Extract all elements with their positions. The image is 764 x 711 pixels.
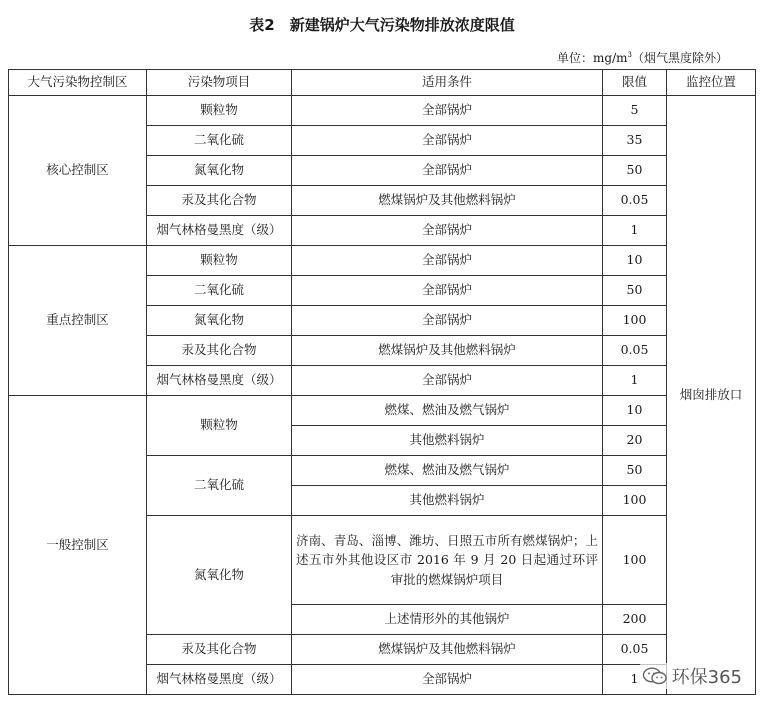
condition-cell: 燃煤、燃油及燃气锅炉	[292, 396, 603, 426]
header-monitor: 监控位置	[667, 70, 756, 96]
condition-cell: 燃煤锅炉及其他燃料锅炉	[292, 186, 603, 216]
limit-cell: 200	[603, 605, 667, 635]
pollutant-cell: 氮氧化物	[147, 156, 292, 186]
pollutant-cell: 二氧化硫	[147, 456, 292, 516]
table-title: 表2 新建锅炉大气污染物排放浓度限值	[249, 16, 515, 34]
limit-cell: 20	[603, 426, 667, 456]
header-condition: 适用条件	[292, 70, 603, 96]
condition-cell: 全部锅炉	[292, 96, 603, 126]
pollutant-cell: 汞及其化合物	[147, 635, 292, 665]
header-pollutant: 污染物项目	[147, 70, 292, 96]
limit-cell: 35	[603, 126, 667, 156]
zone-key: 重点控制区	[9, 246, 147, 396]
limit-cell: 1	[603, 216, 667, 246]
zone-general: 一般控制区	[9, 396, 147, 695]
pollutant-cell: 氮氧化物	[147, 516, 292, 635]
limit-cell: 50	[603, 156, 667, 186]
condition-cell: 其他燃料锅炉	[292, 426, 603, 456]
header-zone: 大气污染物控制区	[9, 70, 147, 96]
table-row	[9, 96, 756, 126]
emission-limit-table	[8, 69, 756, 695]
condition-cell: 上述情形外的其他锅炉	[292, 605, 603, 635]
header-row	[9, 70, 756, 96]
unit-suffix: （烟气黑度除外）	[631, 51, 728, 65]
pollutant-cell: 汞及其化合物	[147, 336, 292, 366]
watermark	[640, 663, 744, 689]
pollutant-cell: 氮氧化物	[147, 306, 292, 336]
pollutant-cell: 二氧化硫	[147, 126, 292, 156]
pollutant-cell: 汞及其化合物	[147, 186, 292, 216]
pollutant-cell: 二氧化硫	[147, 276, 292, 306]
limit-cell: 50	[603, 456, 667, 486]
unit-note	[557, 49, 728, 66]
limit-cell: 100	[603, 306, 667, 336]
condition-cell: 全部锅炉	[292, 216, 603, 246]
monitor-location: 烟囱排放口	[667, 96, 756, 695]
condition-cell: 燃煤锅炉及其他燃料锅炉	[292, 336, 603, 366]
zone-core: 核心控制区	[9, 96, 147, 246]
limit-cell: 50	[603, 276, 667, 306]
limit-cell: 100	[603, 516, 667, 605]
condition-cell: 全部锅炉	[292, 156, 603, 186]
pollutant-cell: 颗粒物	[147, 396, 292, 456]
header-limit: 限值	[603, 70, 667, 96]
limit-cell: 0.05	[603, 336, 667, 366]
limit-cell: 0.05	[603, 186, 667, 216]
condition-cell: 其他燃料锅炉	[292, 486, 603, 516]
pollutant-cell: 烟气林格曼黑度（级）	[147, 665, 292, 695]
condition-cell: 全部锅炉	[292, 126, 603, 156]
limit-cell: 1	[603, 366, 667, 396]
condition-cell: 燃煤锅炉及其他燃料锅炉	[292, 635, 603, 665]
pollutant-cell: 颗粒物	[147, 96, 292, 126]
limit-cell: 100	[603, 486, 667, 516]
condition-cell: 全部锅炉	[292, 276, 603, 306]
unit-superscript: 3	[627, 51, 632, 59]
watermark-text: 环保365	[671, 667, 742, 688]
unit-prefix: 单位：mg/m	[557, 51, 628, 65]
limit-cell: 1	[603, 665, 667, 695]
condition-cell: 全部锅炉	[292, 246, 603, 276]
pollutant-cell: 烟气林格曼黑度（级）	[147, 366, 292, 396]
condition-cell: 全部锅炉	[292, 306, 603, 336]
wechat-icon	[642, 666, 668, 686]
pollutant-cell: 烟气林格曼黑度（级）	[147, 216, 292, 246]
condition-cell-multiline: 济南、青岛、淄博、潍坊、日照五市所有燃煤锅炉；上述五市外其他设区市 2016 年 9 月 20 日起通过环评审批的燃煤锅炉项目	[292, 516, 603, 605]
limit-cell: 5	[603, 96, 667, 126]
limit-cell: 10	[603, 396, 667, 426]
condition-cell: 全部锅炉	[292, 366, 603, 396]
condition-cell: 燃煤、燃油及燃气锅炉	[292, 456, 603, 486]
pollutant-cell: 颗粒物	[147, 246, 292, 276]
table-row	[9, 246, 756, 276]
limit-cell: 10	[603, 246, 667, 276]
limit-cell: 0.05	[603, 635, 667, 665]
table-row	[9, 396, 756, 426]
condition-cell: 全部锅炉	[292, 665, 603, 695]
